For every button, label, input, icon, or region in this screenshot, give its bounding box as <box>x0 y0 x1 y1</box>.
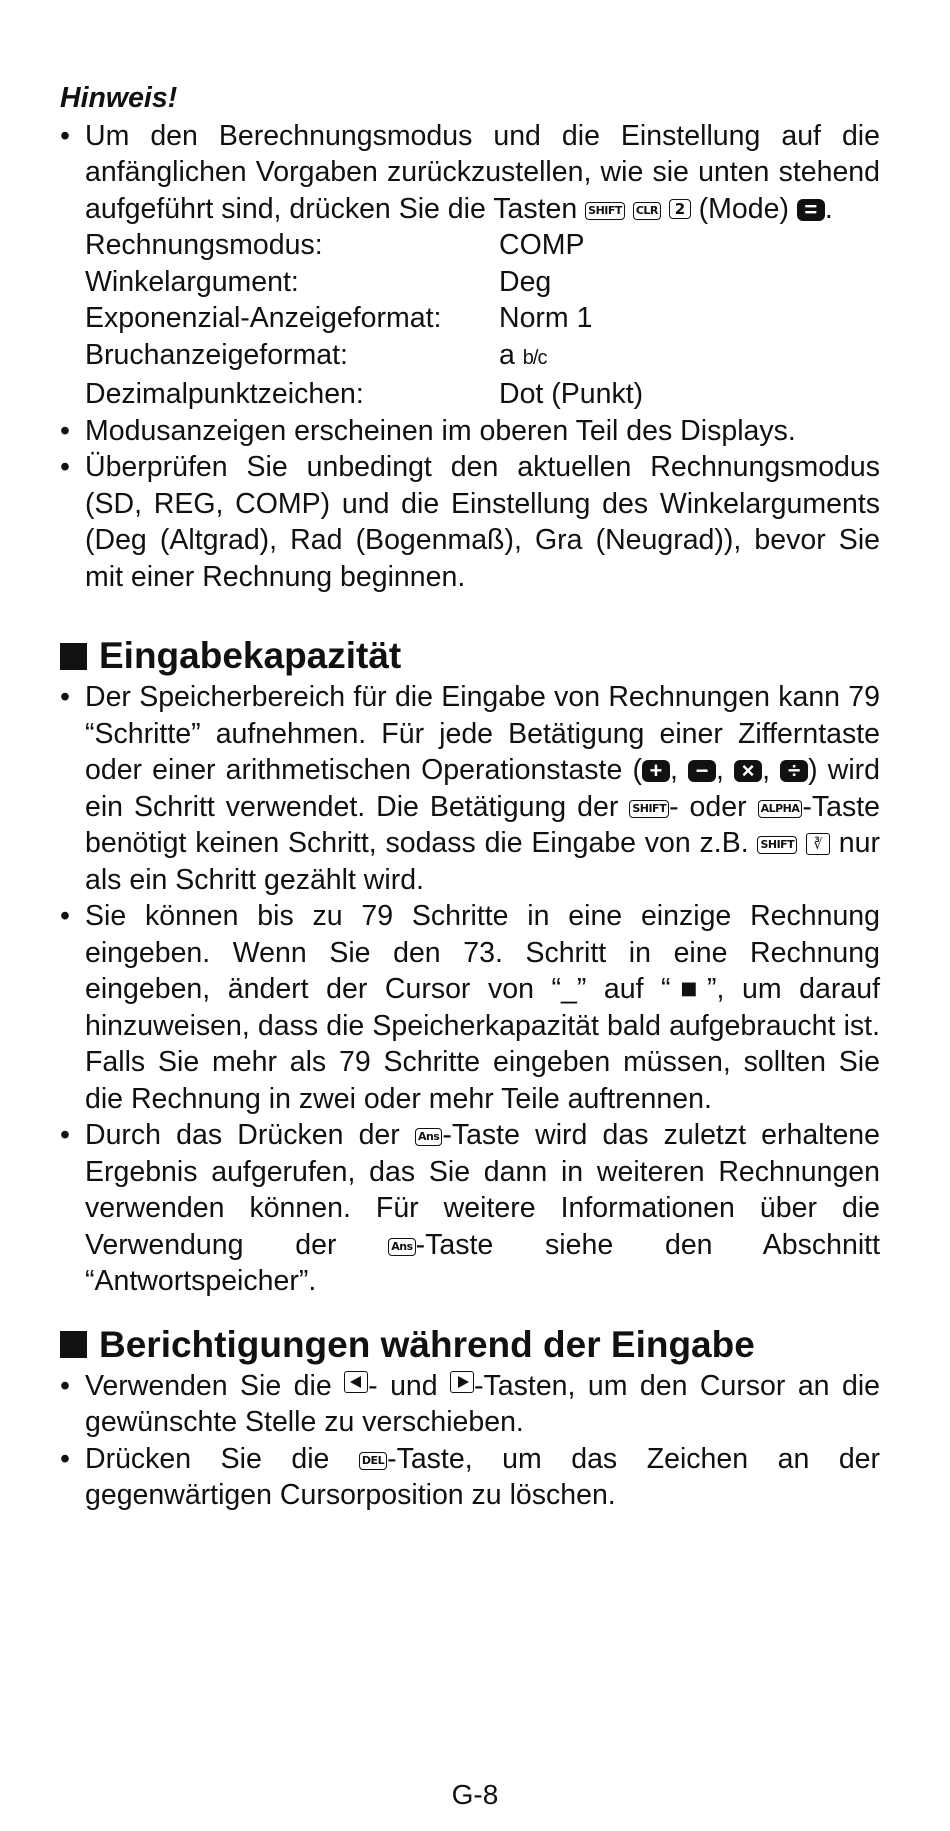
body-text: Drücken Sie die <box>85 1442 330 1475</box>
section-heading-corrections <box>60 1324 880 1366</box>
section-square-icon <box>60 1331 87 1358</box>
alpha-key-icon: ALPHA <box>758 800 803 818</box>
body-text: -Taste, um das Zeichen an der gegenwärtigen Cursorposition zu löschen. <box>85 1442 881 1511</box>
minus-key-icon: − <box>688 760 716 782</box>
divide-key-icon: ÷ <box>780 760 808 782</box>
setting-label: Exponenzial-Anzeigeformat: <box>85 302 442 334</box>
body-text: ) wird ein Schritt verwendet. Die Betätigung der <box>85 754 881 823</box>
body-text: -Taste siehe den Abschnitt “Antwortspeicher”. <box>85 1228 880 1297</box>
note-text: Um den Berechnungsmodus und die Einstellung auf die anfänglichen Vorgaben zurückzustellen, wie sie unten stehend aufgeführt sind, drücken Sie die Tasten <box>85 119 880 225</box>
correction-bullet-cursor-keys <box>60 1368 880 1441</box>
setting-value: COMP <box>499 229 585 261</box>
setting-value-a: a <box>499 338 515 371</box>
shift-key-icon: SHIFT <box>757 836 797 854</box>
setting-value: Norm 1 <box>499 302 593 334</box>
body-text: - oder <box>669 790 747 823</box>
setting-value: Deg <box>499 265 552 298</box>
ans-key-icon: Ans <box>415 1128 442 1146</box>
manual-page <box>60 80 880 1514</box>
body-text: - und <box>368 1369 438 1402</box>
comma: , <box>716 754 724 786</box>
body-text: Der Speicherbereich für die Eingabe von Rechnungen kann 79 “Schritte” aufnehmen. Für jede Betätigung einer Zifferntaste oder einer arithmetischen Operationstaste ( <box>85 681 880 786</box>
shift-key-icon: SHIFT <box>629 800 669 818</box>
note-bullet-mode-indicators: • Modusanzeigen erscheinen im oberen Teil des Displays. <box>60 413 880 450</box>
body-text: -Taste wird das zuletzt erhaltene Ergebnis aufgerufen, das Sie dann in weiteren Rechnungen verwenden können. Für weitere Informationen über die Verwendung der <box>85 1119 881 1261</box>
default-settings-table <box>60 227 880 413</box>
setting-value <box>499 337 880 377</box>
cube-root-key-icon: ∛ <box>806 833 830 855</box>
capacity-bullet-steps <box>60 679 880 898</box>
del-key-icon: DEL <box>359 1452 387 1470</box>
key-2-icon: 2 <box>669 199 691 219</box>
multiply-key-icon: × <box>734 760 762 782</box>
body-text: Verwenden Sie die <box>85 1369 332 1402</box>
body-text: nur als ein Schritt gezählt wird. <box>85 827 880 896</box>
left-arrow-key-icon <box>344 1371 368 1393</box>
setting-value: Dot (Punkt) <box>499 378 644 410</box>
note-text: . <box>824 192 833 225</box>
section-title: Eingabekapazität <box>99 635 402 676</box>
note-text: (Mode) <box>698 192 789 225</box>
section-title: Berichtigungen während der Eingabe <box>99 1323 755 1365</box>
capacity-bullet-ans <box>60 1117 880 1300</box>
correction-bullet-del <box>60 1441 880 1514</box>
ans-key-icon: Ans <box>388 1238 415 1256</box>
note-bullet-reset <box>60 118 880 228</box>
clr-key-icon: CLR <box>633 202 661 220</box>
setting-label: Rechnungsmodus: <box>85 229 323 261</box>
capacity-bullet-cursor: • Sie können bis zu 79 Schritte in eine einzige Rechnung eingeben. Wenn Sie den 73. Schritt in eine Rechnung eingeben, ändert der Cursor von “_” auf “■”, um darauf hinzuweisen, dass die Speicherkapazität bald aufgebraucht ist. Falls Sie mehr als 79 Schritte eingeben müssen, sollten Sie die Rechnung in zwei oder mehr Teile auftrennen. <box>60 898 880 1117</box>
plus-key-icon: + <box>642 760 670 782</box>
body-text: -Taste benötigt keinen Schritt, sodass die Eingabe von z.B. <box>85 790 881 859</box>
shift-key-icon: SHIFT <box>585 202 625 220</box>
right-arrow-key-icon <box>450 1371 474 1393</box>
note-heading: Hinweis! <box>60 82 178 114</box>
fraction-format-icon: b/c <box>522 346 547 369</box>
comma: , <box>762 754 770 786</box>
section-square-icon <box>60 643 87 670</box>
note-bullet-check-mode: • Überprüfen Sie unbedingt den aktuellen Rechnungsmodus (SD, REG, COMP) und die Einstellung des Winkelarguments (Deg (Altgrad), Rad (Bogenmaß), Gra (Neugrad)), bevor Sie mit einer Rechnung beginnen. <box>60 449 880 595</box>
comma: , <box>669 754 678 786</box>
equals-key-icon: = <box>797 199 825 221</box>
section-heading-input-capacity <box>60 635 880 677</box>
setting-label: Bruchanzeigeformat: <box>85 338 348 371</box>
body-text: Durch das Drücken der <box>85 1119 400 1151</box>
body-text: -Tasten, um den Cursor an die gewünschte Stelle zu verschieben. <box>85 1369 880 1438</box>
setting-label: Dezimalpunktzeichen: <box>85 378 364 410</box>
page-number: G-8 <box>451 1779 499 1810</box>
setting-label: Winkelargument: <box>85 265 299 298</box>
